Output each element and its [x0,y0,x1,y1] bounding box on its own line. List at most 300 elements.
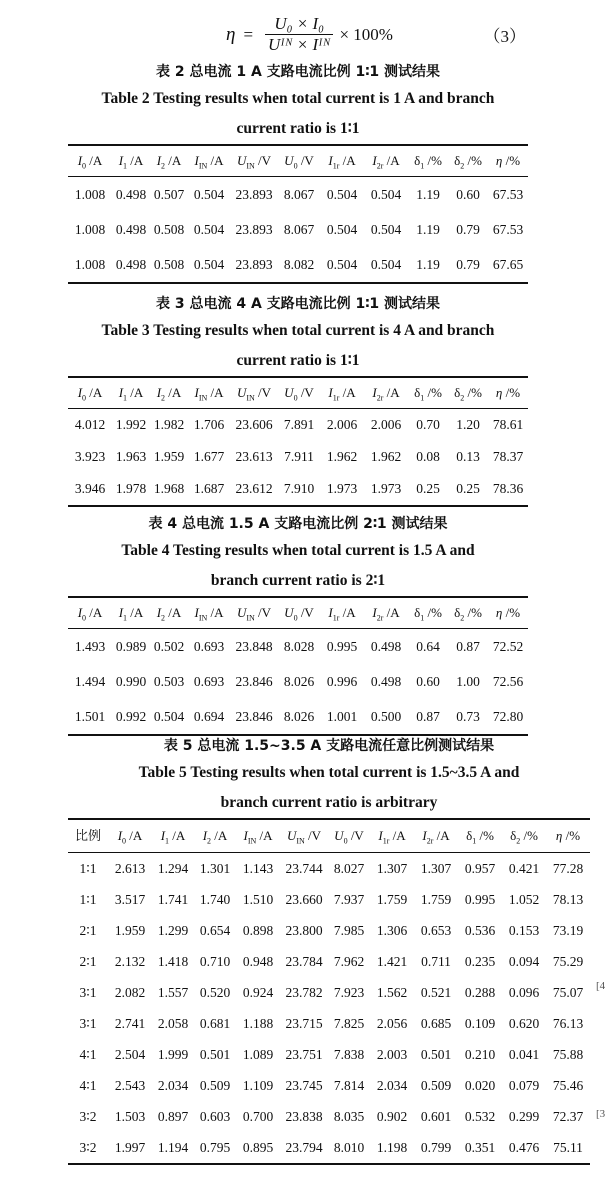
table-cell: 1.999 [157,1047,189,1062]
column-header: $I_{2r}$ /A [372,605,400,623]
table-cell: 7.911 [284,449,314,464]
column-header: $I_0$ /A [77,153,103,171]
table-caption-zh: 表 2 总电流 1 A 支路电流比例 1∶1 测试结果 [155,64,441,80]
table-cell: 0.711 [421,954,451,969]
table-cell: 1.008 [74,257,106,272]
table-cell: 1.418 [157,954,189,969]
table-cell: 0.498 [370,639,402,654]
table-cell: 0.504 [153,709,185,724]
table-cell: 7.891 [283,417,315,432]
table-cell: 0.096 [508,985,540,1000]
table-row [68,1008,590,1039]
table-cell: 0.995 [464,892,496,907]
table-cell: 0.476 [508,1140,540,1155]
table-cell: 7.814 [333,1078,365,1093]
table-header-row [68,378,528,409]
column-header: $I_2$ /A [156,153,182,171]
table-cell: 0.504 [326,222,358,237]
table-cell: 0.898 [242,923,274,938]
table-cell: 0.70 [416,417,440,432]
table-cell: 23.660 [285,892,323,907]
table-row [68,473,528,505]
table-cell: 0.299 [508,1109,540,1124]
equation-fraction [265,14,333,55]
table-cell: 78.37 [492,449,524,464]
column-header: $I_{2r}$ /A [372,153,400,171]
table-cell: 0.990 [115,674,147,689]
table-cell: 0.902 [376,1109,408,1124]
table-cell: 2.082 [114,985,146,1000]
table-cell: 0.508 [153,222,185,237]
table-cell: 1.306 [376,923,408,938]
table-body [68,596,528,736]
table-cell: 0.895 [242,1140,274,1155]
table-cell: 67.53 [492,222,524,237]
table-row [68,699,528,734]
table-cell: 0.64 [416,639,440,654]
table-cell: 1.959 [153,449,185,464]
table-cell: 23.613 [235,449,273,464]
table-cell: 1.089 [242,1047,274,1062]
equation-lhs: η [226,23,236,45]
column-header: $\delta_2$ /% [454,153,482,171]
table-cell: 23.846 [235,709,273,724]
table-cell: 0.509 [199,1078,231,1093]
table-cell: 23.893 [235,222,273,237]
table-cell: 0.995 [326,639,358,654]
table-cell: 1∶1 [79,892,97,907]
column-header: $I_{IN}$ /A [243,828,273,846]
table-rows [68,853,590,1163]
table-cell: 67.65 [492,257,524,272]
table-cell: 0.500 [370,709,402,724]
table-cell: 0.989 [115,639,147,654]
column-header: $I_2$ /A [156,385,182,403]
table-cell: 1.421 [376,954,408,969]
table-caption-en-line1: Table 2 Testing results when total current is 1 A and branch [101,90,495,107]
table-row [68,946,590,977]
table-row [68,247,528,282]
table-cell: 2.006 [326,417,358,432]
column-header: $U_0$ /V [284,153,314,171]
column-header: $I_0$ /A [117,828,143,846]
table-cell: 7.985 [333,923,365,938]
table-cell: 3∶2 [79,1140,97,1155]
column-header: 比例 [74,828,101,843]
table-cell: 2∶1 [79,954,97,969]
table-row [68,853,590,884]
table-cell: 23.612 [235,481,273,496]
table-header-row [68,820,590,853]
table-cell: 23.893 [235,257,273,272]
table-cell: 76.13 [552,1016,584,1031]
table-caption-en-line1: Table 3 Testing results when total current is 4 A and branch [101,322,495,339]
table-cell: 1.494 [74,674,106,689]
table-2 [68,60,528,284]
table-cell: 72.37 [552,1109,584,1124]
table-cell: 1.00 [456,674,480,689]
equation-equals: = [243,24,254,44]
column-header: $\delta_1$ /% [414,605,442,623]
equation-number: （3） [483,27,526,46]
table-3 [68,292,528,507]
table-cell: 23.751 [285,1047,323,1062]
table-cell: 0.13 [456,449,480,464]
table-caption-en-line1: Table 5 Testing results when total current is 1.5~3.5 A and [138,764,520,781]
table-cell: 0.73 [456,709,480,724]
table-cell: 0.799 [420,1140,452,1155]
column-header: $I_{2r}$ /A [422,828,450,846]
column-header: $U_0$ /V [284,605,314,623]
table-cell: 0.109 [464,1016,496,1031]
table-cell: 1.143 [242,861,274,876]
table-cell: 75.07 [552,985,584,1000]
table-cell: 0.700 [242,1109,274,1124]
table-caption-en-line2: branch current ratio is arbitrary [220,794,438,811]
column-header: $I_{1r}$ /A [328,605,356,623]
table-cell: 0.924 [242,985,274,1000]
table-cell: 3.946 [74,481,106,496]
table-cell: 23.715 [285,1016,323,1031]
table-cell: 0.60 [416,674,440,689]
table-cell: 8.035 [333,1109,365,1124]
table-cell: 0.501 [420,1047,452,1062]
table-cell: 7.923 [333,985,365,1000]
table-cell: 0.79 [456,222,480,237]
table-cell: 1∶1 [79,861,97,876]
table-cell: 2∶1 [79,923,97,938]
equation-denominator: Uᴵᴺ × Iᴵᴺ [265,34,333,55]
table-cell: 0.957 [464,861,496,876]
table-cell: 1.740 [199,892,231,907]
column-header: $U_{IN}$ /V [236,385,272,403]
column-header: $I_1$ /A [118,385,144,403]
table-cell: 1.677 [193,449,225,464]
table-cell: 2.058 [157,1016,189,1031]
table-cell: 7.838 [333,1047,365,1062]
table-cell: 0.501 [199,1047,231,1062]
table-cell: 23.893 [235,187,273,202]
column-header: $I_0$ /A [77,605,103,623]
table-cell: 0.504 [326,257,358,272]
table-row [68,884,590,915]
table-cell: 1.963 [115,449,147,464]
table-cell: 0.25 [416,481,440,496]
table-cell: 1.294 [157,861,189,876]
column-header: $I_{IN}$ /A [194,605,224,623]
table-cell: 0.509 [420,1078,452,1093]
table-cell: 1.493 [74,639,106,654]
table-cell: 1.562 [376,985,408,1000]
column-header: $I_2$ /A [202,828,228,846]
column-header: $U_0$ /V [284,385,314,403]
table-rows [68,409,528,505]
table-cell: 1.997 [114,1140,146,1155]
table-row [68,409,528,441]
table-cell: 23.606 [235,417,273,432]
table-cell: 1.19 [416,222,440,237]
table-cell: 78.36 [492,481,524,496]
table-cell: 1.706 [193,417,225,432]
table-cell: 8.026 [283,674,315,689]
column-header: $I_{1r}$ /A [328,385,356,403]
table-cell: 2.504 [114,1047,146,1062]
column-header: $I_2$ /A [156,605,182,623]
table-cell: 0.654 [199,923,231,938]
column-header: $I_{1r}$ /A [378,828,406,846]
column-header: η /% [495,385,521,400]
table-cell: 1.759 [376,892,408,907]
table-rows [68,629,528,734]
table-cell: 0.653 [420,923,452,938]
table-body [68,818,590,1165]
table-cell: 1.978 [115,481,147,496]
equation-multiplier: × 100% [339,24,393,44]
table-cell: 0.520 [199,985,231,1000]
margin-mark: [3 [596,1108,605,1120]
column-header: $\delta_2$ /% [510,828,538,846]
table-cell: 1.510 [242,892,274,907]
table-body [68,144,528,284]
column-header: $U_{IN}$ /V [286,828,322,846]
table-cell: 8.067 [283,187,315,202]
table-cell: 1.20 [456,417,480,432]
table-cell: 7.962 [333,954,365,969]
table-cell: 8.010 [333,1140,365,1155]
table-cell: 0.498 [115,222,147,237]
table-cell: 1.307 [376,861,408,876]
column-header: $\delta_1$ /% [466,828,494,846]
table-cell: 3∶2 [79,1109,97,1124]
table-cell: 0.60 [456,187,480,202]
column-header: η /% [495,605,521,620]
column-header: $\delta_1$ /% [414,385,442,403]
table-cell: 2.006 [370,417,402,432]
table-cell: 1.194 [157,1140,189,1155]
table-cell: 3.517 [114,892,146,907]
efficiency-equation [0,14,600,58]
table-cell: 1.741 [157,892,189,907]
table-cell: 0.498 [115,257,147,272]
table-cell: 1.109 [242,1078,274,1093]
table-cell: 3∶1 [79,1016,97,1031]
table-cell: 1.008 [74,187,106,202]
table-cell: 23.846 [235,674,273,689]
table-cell: 2.132 [114,954,146,969]
table-caption-en-line2: branch current ratio is 2∶1 [210,572,386,589]
column-header: $U_{IN}$ /V [236,153,272,171]
table-cell: 0.521 [420,985,452,1000]
table-cell: 23.800 [285,923,323,938]
table-caption-zh: 表 5 总电流 1.5~3.5 A 支路电流任意比例测试结果 [163,738,495,754]
table-cell: 1.001 [326,709,358,724]
table-cell: 1.992 [115,417,147,432]
column-header: $I_1$ /A [118,153,144,171]
column-header: $I_1$ /A [160,828,186,846]
table-cell: 0.948 [242,954,274,969]
table-cell: 67.53 [492,187,524,202]
table-cell: 0.685 [420,1016,452,1031]
table-cell: 1.052 [508,892,540,907]
table-cell: 23.744 [285,861,323,876]
table-cell: 23.784 [285,954,323,969]
table-cell: 0.508 [153,257,185,272]
table-cell: 2.034 [157,1078,189,1093]
table-cell: 1.962 [326,449,358,464]
table-cell: 7.937 [333,892,365,907]
table-cell: 23.745 [285,1078,323,1093]
table-cell: 77.28 [552,861,584,876]
table-cell: 1.299 [157,923,189,938]
table-cell: 0.710 [199,954,231,969]
table-cell: 1.008 [74,222,106,237]
table-cell: 0.504 [326,187,358,202]
table-caption-zh: 表 3 总电流 4 A 支路电流比例 1∶1 测试结果 [155,296,441,312]
table-cell: 0.504 [193,222,225,237]
table-cell: 0.504 [370,187,402,202]
table-cell: 0.094 [508,954,540,969]
table-cell: 0.996 [326,674,358,689]
table-cell: 0.992 [115,709,147,724]
table-header-row [68,598,528,629]
table-cell: 0.210 [464,1047,496,1062]
table-cell: 0.498 [370,674,402,689]
table-cell: 72.56 [492,674,524,689]
table-cell: 1.982 [153,417,185,432]
table-cell: 3∶1 [79,985,97,1000]
table-cell: 0.87 [416,709,440,724]
column-header: η /% [555,828,581,843]
column-header: $I_{2r}$ /A [372,385,400,403]
table-row [68,915,590,946]
table-cell: 8.082 [283,257,315,272]
column-header: $I_1$ /A [118,605,144,623]
table-cell: 78.61 [492,417,524,432]
column-header: $I_{IN}$ /A [194,153,224,171]
table-cell: 1.687 [193,481,225,496]
table-cell: 0.507 [153,187,185,202]
table-cell: 1.19 [416,257,440,272]
table-cell: 73.19 [552,923,584,938]
table-cell: 8.027 [333,861,365,876]
table-cell: 2.003 [376,1047,408,1062]
table-4 [68,512,528,736]
table-cell: 0.693 [193,639,225,654]
table-cell: 8.028 [283,639,315,654]
table-cell: 2.034 [376,1078,408,1093]
table-caption-zh: 表 4 总电流 1.5 A 支路电流比例 2∶1 测试结果 [148,516,448,532]
column-header: $\delta_2$ /% [454,605,482,623]
table-cell: 1.962 [370,449,402,464]
table-row [68,977,590,1008]
table-cell: 23.838 [285,1109,323,1124]
table-cell: 0.87 [456,639,480,654]
table-cell: 0.504 [193,257,225,272]
table-cell: 1.959 [114,923,146,938]
table-row [68,1132,590,1163]
table-caption-en-line2: current ratio is 1∶1 [236,352,360,369]
table-cell: 1.307 [420,861,452,876]
table-cell: 4.012 [74,417,106,432]
table-cell: 0.601 [420,1109,452,1124]
table-cell: 1.503 [114,1109,146,1124]
table-row [68,1101,590,1132]
margin-mark: [4 [596,980,605,992]
table-cell: 0.79 [456,257,480,272]
table-5 [68,734,590,1165]
table-cell: 0.532 [464,1109,496,1124]
column-header: $I_0$ /A [77,385,103,403]
table-cell: 0.504 [370,257,402,272]
table-cell: 0.235 [464,954,496,969]
table-cell: 0.153 [508,923,540,938]
table-cell: 0.503 [153,674,185,689]
table-cell: 2.613 [114,861,146,876]
table-cell: 0.25 [456,481,480,496]
table-cell: 2.543 [114,1078,146,1093]
table-cell: 0.693 [193,674,225,689]
column-header: $U_0$ /V [334,828,364,846]
table-cell: 0.08 [416,449,440,464]
table-cell: 75.88 [552,1047,584,1062]
table-row [68,1070,590,1101]
table-cell: 23.848 [235,639,273,654]
equation-numerator: U₀ × I₀ [274,14,325,33]
column-header: $\delta_2$ /% [454,385,482,403]
table-cell: 0.603 [199,1109,231,1124]
table-row [68,441,528,473]
column-header: $I_{1r}$ /A [328,153,356,171]
table-cell: 0.041 [508,1047,540,1062]
table-cell: 23.782 [285,985,323,1000]
table-caption-en-line2: current ratio is 1∶1 [236,120,360,137]
table-cell: 8.067 [283,222,315,237]
table-cell: 4∶1 [79,1047,97,1062]
table-cell: 1.188 [242,1016,274,1031]
table-cell: 75.29 [552,954,584,969]
table-cell: 1.759 [420,892,452,907]
table-rows [68,177,528,282]
table-cell: 0.694 [193,709,225,724]
equation-body [226,14,393,55]
table-caption-en-line1: Table 4 Testing results when total current is 1.5 A and [121,542,475,559]
table-cell: 4∶1 [79,1078,97,1093]
table-cell: 0.795 [199,1140,231,1155]
table-cell: 0.681 [199,1016,231,1031]
table-cell: 0.620 [508,1016,540,1031]
table-cell: 2.056 [376,1016,408,1031]
table-row [68,1039,590,1070]
table-cell: 2.741 [114,1016,146,1031]
table-cell: 0.079 [508,1078,540,1093]
table-cell: 8.026 [283,709,315,724]
table-cell: 1.968 [153,481,185,496]
table-cell: 1.198 [376,1140,408,1155]
table-cell: 3.923 [74,449,106,464]
table-cell: 0.502 [153,639,185,654]
table-cell: 0.020 [464,1078,496,1093]
table-cell: 72.52 [492,639,524,654]
column-header: $\delta_1$ /% [414,153,442,171]
table-cell: 72.80 [492,709,524,724]
table-cell: 7.825 [333,1016,365,1031]
table-cell: 0.421 [508,861,540,876]
table-cell: 23.794 [285,1140,323,1155]
table-cell: 75.46 [552,1078,584,1093]
table-cell: 0.504 [370,222,402,237]
table-row [68,212,528,247]
table-cell: 0.288 [464,985,496,1000]
